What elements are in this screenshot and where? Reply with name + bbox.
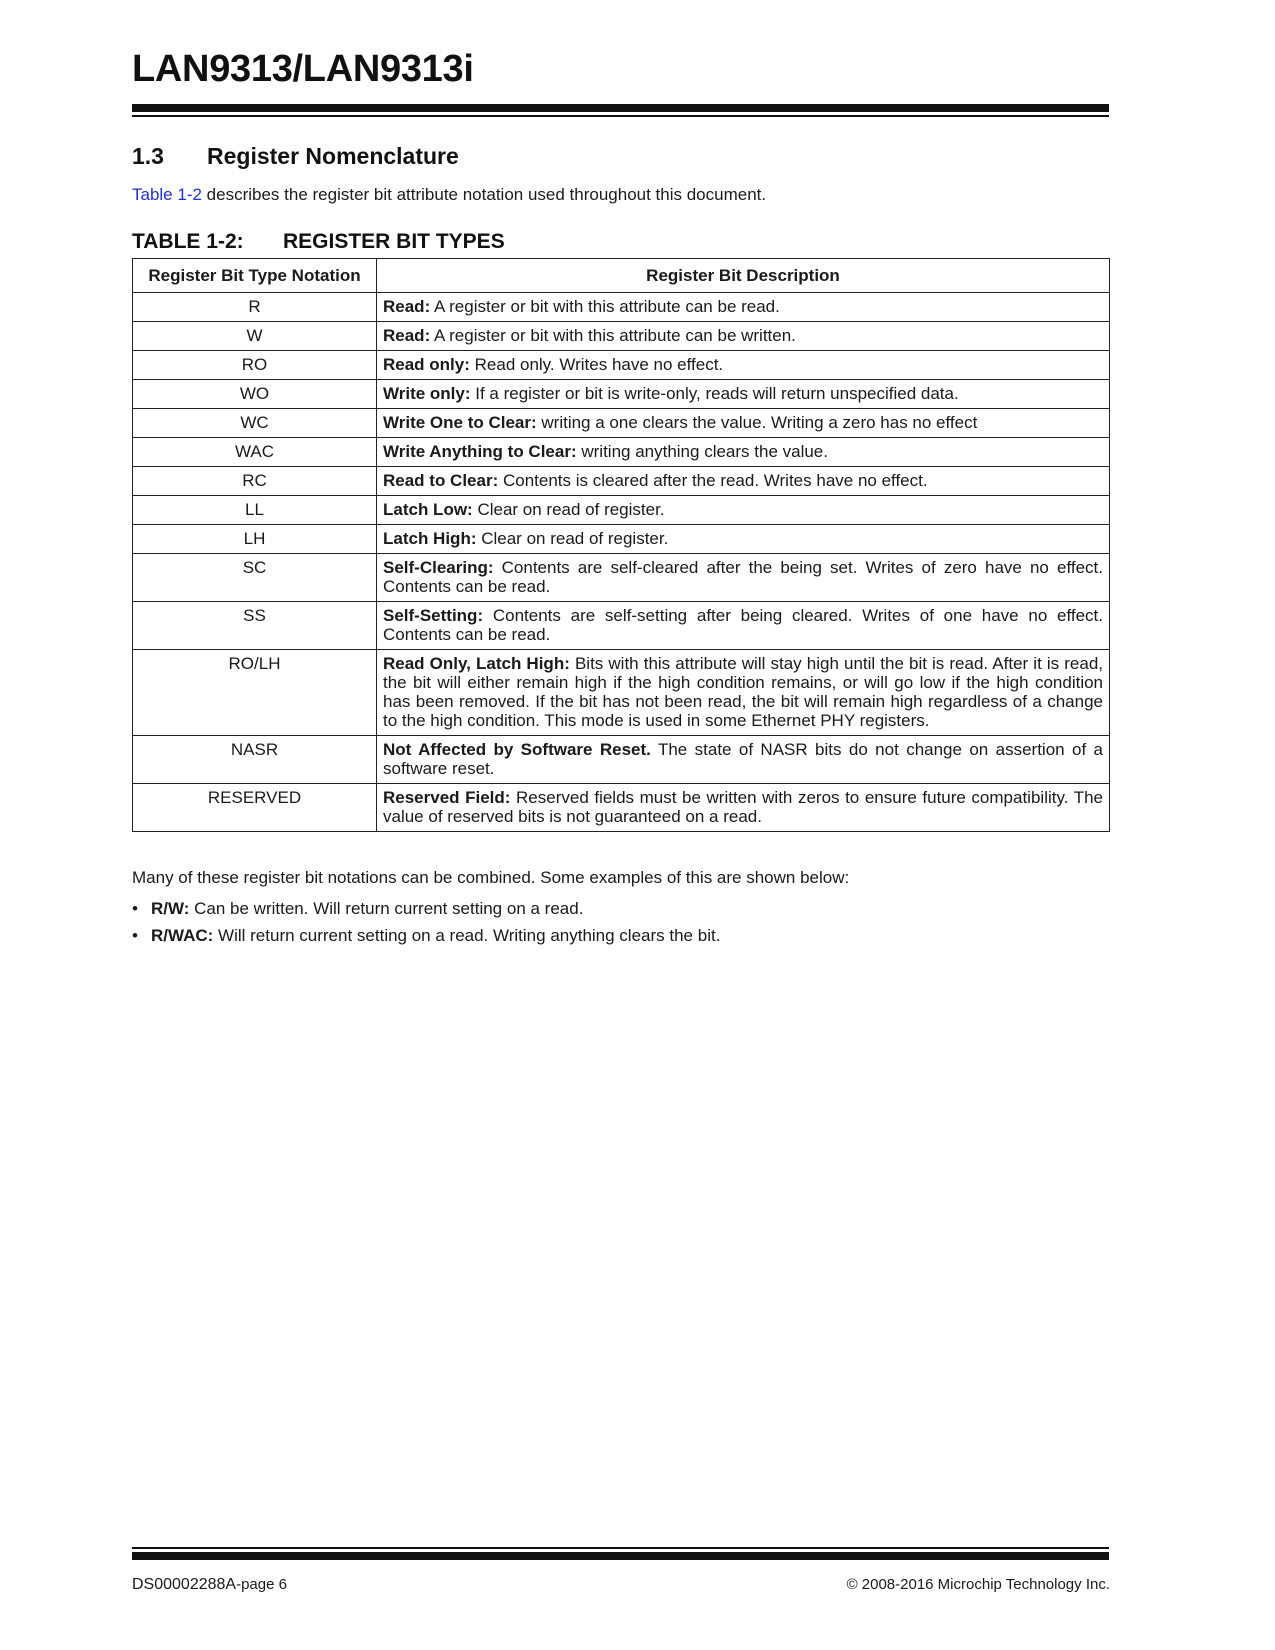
description-term: Latch High: bbox=[383, 529, 477, 548]
table-row bbox=[133, 736, 1110, 784]
notation-cell: RO bbox=[133, 351, 377, 380]
description-term: Write only: bbox=[383, 384, 471, 403]
description-text: writing anything clears the value. bbox=[576, 442, 828, 461]
description-cell bbox=[377, 554, 1110, 602]
table-row bbox=[133, 467, 1110, 496]
table-row bbox=[133, 602, 1110, 650]
table-row bbox=[133, 650, 1110, 736]
table-row bbox=[133, 409, 1110, 438]
bullet-icon: • bbox=[132, 926, 138, 945]
description-cell bbox=[377, 602, 1110, 650]
notation-cell: W bbox=[133, 322, 377, 351]
example-text: Can be written. Will return current setting on a read. bbox=[189, 899, 584, 918]
footer-doc-id bbox=[132, 1576, 287, 1594]
description-text: The state of NASR bits do not change on assertion of a software reset. bbox=[383, 740, 1104, 778]
description-text: writing a one clears the value. Writing a zero has no effect bbox=[536, 413, 978, 432]
description-term: Write One to Clear: bbox=[383, 413, 537, 432]
list-item bbox=[132, 899, 720, 918]
table-reference-link[interactable]: Table 1-2 bbox=[132, 185, 202, 204]
description-term: Self-Setting: bbox=[383, 606, 484, 625]
table-row bbox=[133, 525, 1110, 554]
description-text: Contents are self-cleared after the being set. Writes of zero have no effect. Contents can be read. bbox=[383, 558, 1103, 596]
notation-cell: SC bbox=[133, 554, 377, 602]
document-title: LAN9313/LAN9313i bbox=[132, 48, 474, 90]
footer-rule-thick bbox=[132, 1552, 1109, 1560]
description-text: A register or bit with this attribute can be written. bbox=[430, 326, 796, 345]
description-text: A register or bit with this attribute can be read. bbox=[430, 297, 780, 316]
description-cell bbox=[377, 467, 1110, 496]
description-term: Read Only, Latch High: bbox=[383, 654, 570, 673]
examples-list bbox=[132, 899, 720, 953]
footer-copyright: © 2008-2016 Microchip Technology Inc. bbox=[846, 1576, 1110, 1593]
bullet-icon: • bbox=[132, 899, 138, 918]
header-rule-thin bbox=[132, 115, 1109, 117]
table-row bbox=[133, 438, 1110, 467]
notation-cell: WC bbox=[133, 409, 377, 438]
description-text: If a register or bit is write-only, reads will return unspecified data. bbox=[470, 384, 959, 403]
notation-cell: NASR bbox=[133, 736, 377, 784]
description-cell bbox=[377, 784, 1110, 832]
notation-cell: LL bbox=[133, 496, 377, 525]
description-cell bbox=[377, 380, 1110, 409]
example-term: R/WAC: bbox=[151, 926, 214, 945]
description-cell bbox=[377, 293, 1110, 322]
table-caption-title: REGISTER BIT TYPES bbox=[283, 230, 505, 253]
description-text: Contents is cleared after the read. Writes have no effect. bbox=[498, 471, 928, 490]
notation-cell: RC bbox=[133, 467, 377, 496]
description-text: Reserved fields must be written with zeros to ensure future compatibility. The value of reserved bits is not guaranteed on a read. bbox=[383, 788, 1103, 826]
section-title: Register Nomenclature bbox=[207, 143, 459, 169]
notation-cell: WO bbox=[133, 380, 377, 409]
header-notation: Register Bit Type Notation bbox=[133, 259, 377, 293]
intro-paragraph bbox=[132, 185, 766, 205]
list-item bbox=[132, 926, 720, 945]
notation-cell: RESERVED bbox=[133, 784, 377, 832]
description-term: Not Affected by Software Reset. bbox=[383, 740, 651, 759]
table-row bbox=[133, 496, 1110, 525]
example-term: R/W: bbox=[151, 899, 190, 918]
section-heading bbox=[132, 143, 459, 170]
table-row bbox=[133, 784, 1110, 832]
description-cell bbox=[377, 736, 1110, 784]
description-cell bbox=[377, 322, 1110, 351]
description-text: Contents are self-setting after being cleared. Writes of one have no effect. Contents can be read. bbox=[383, 606, 1103, 644]
description-term: Self-Clearing: bbox=[383, 558, 494, 577]
description-term: Read to Clear: bbox=[383, 471, 499, 490]
description-text: Bits with this attribute will stay high until the bit is read. After it is read, the bit will either remain high if the high condition remains, or will go low if the high condition has been removed. If the bit has not been read, the bit will remain high regardless of a change to the high condition. This mode is used in some Ethernet PHY registers. bbox=[383, 654, 1104, 730]
description-cell bbox=[377, 438, 1110, 467]
intro-text: describes the register bit attribute notation used throughout this document. bbox=[201, 185, 767, 204]
description-cell bbox=[377, 496, 1110, 525]
notation-cell: WAC bbox=[133, 438, 377, 467]
description-term: Write Anything to Clear: bbox=[383, 442, 577, 461]
page-number: -page 6 bbox=[236, 1576, 287, 1593]
description-term: Latch Low: bbox=[383, 500, 473, 519]
section-number: 1.3 bbox=[132, 143, 164, 169]
notation-cell: RO/LH bbox=[133, 650, 377, 736]
description-text: Clear on read of register. bbox=[472, 500, 665, 519]
footer-rule-thin bbox=[132, 1547, 1109, 1549]
description-cell bbox=[377, 351, 1110, 380]
table-row bbox=[133, 380, 1110, 409]
doc-id: DS00002288A bbox=[132, 1576, 237, 1593]
description-term: Reserved Field: bbox=[383, 788, 511, 807]
description-term: Read only: bbox=[383, 355, 470, 374]
description-term: Read: bbox=[383, 297, 431, 316]
table-row bbox=[133, 293, 1110, 322]
description-cell bbox=[377, 650, 1110, 736]
combined-notations-paragraph: Many of these register bit notations can be combined. Some examples of this are shown below: bbox=[132, 868, 850, 887]
register-bit-types-table bbox=[132, 258, 1110, 832]
description-text: Clear on read of register. bbox=[476, 529, 669, 548]
notation-cell: R bbox=[133, 293, 377, 322]
header-rule-thick bbox=[132, 104, 1109, 112]
description-term: Read: bbox=[383, 326, 431, 345]
header-description: Register Bit Description bbox=[377, 259, 1110, 293]
description-cell bbox=[377, 409, 1110, 438]
notation-cell: SS bbox=[133, 602, 377, 650]
table-caption bbox=[132, 230, 505, 254]
description-text: Read only. Writes have no effect. bbox=[469, 355, 724, 374]
table-row bbox=[133, 554, 1110, 602]
description-cell bbox=[377, 525, 1110, 554]
table-row bbox=[133, 322, 1110, 351]
table-caption-number: TABLE 1-2: bbox=[132, 230, 244, 253]
example-text: Will return current setting on a read. Writing anything clears the bit. bbox=[213, 926, 721, 945]
notation-cell: LH bbox=[133, 525, 377, 554]
table-row bbox=[133, 351, 1110, 380]
table-header-row bbox=[133, 259, 1110, 293]
